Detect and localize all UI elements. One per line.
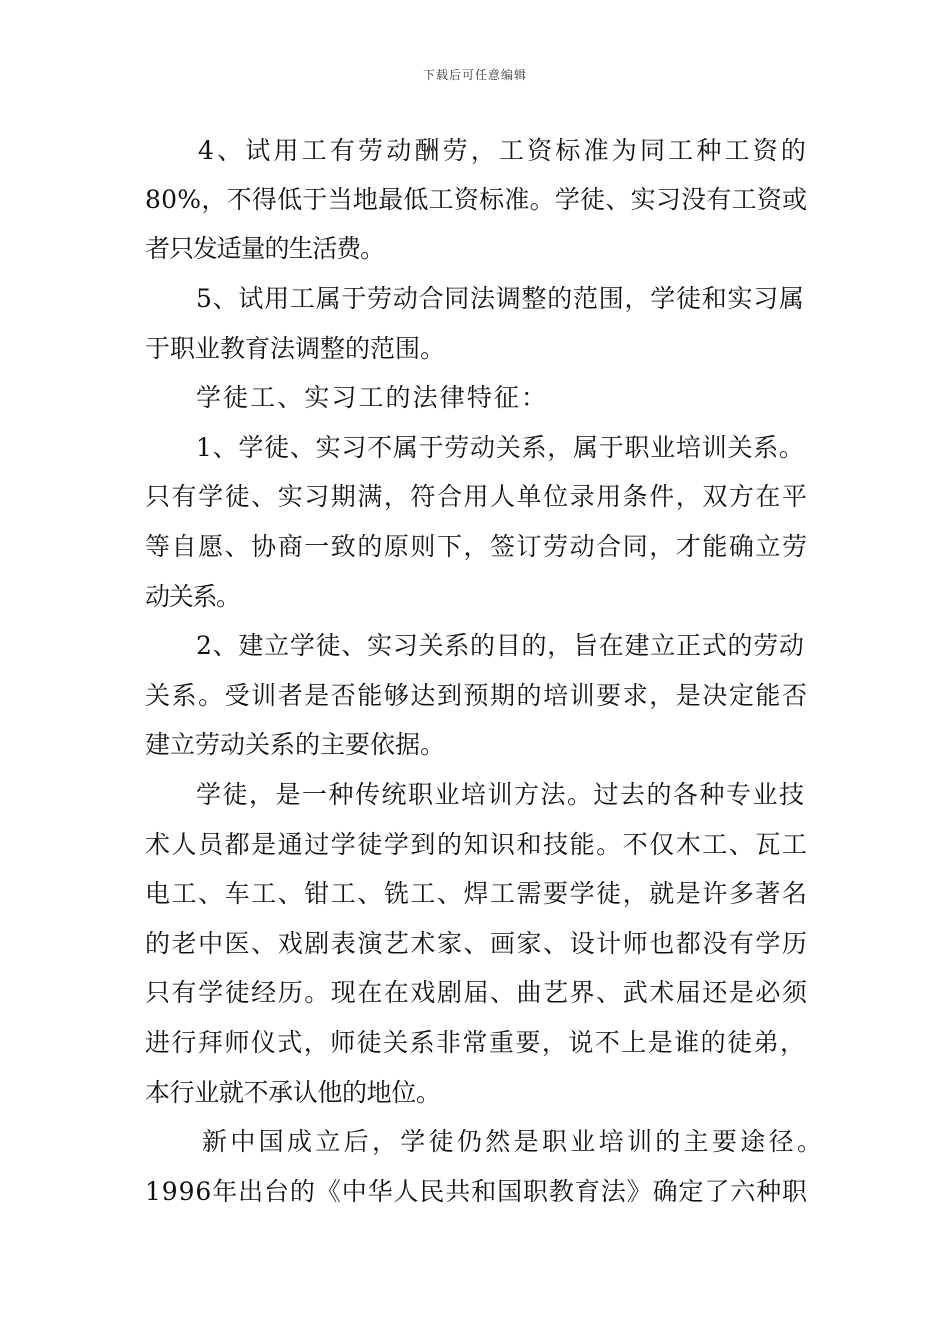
text-line: 只有学徒经历。现在在戏剧届、曲艺界、武术届还是必须 (145, 978, 809, 1007)
text-line: 5、试用工属于劳动合同法调整的范围，学徒和实习属 (196, 284, 805, 313)
text-line: 的老中医、戏剧表演艺术家、画家、设计师也都没有学历 (145, 929, 809, 958)
text-line: 学徒工、实习工的法律特征： (196, 383, 549, 412)
text-line: 术人员都是通过学徒学到的知识和技能。不仅木工、瓦工 (145, 830, 809, 859)
text-line: 进行拜师仪式，师徒关系非常重要，说不上是谁的徒弟， (145, 1028, 807, 1057)
text-line: 本行业就不承认他的地位。 (145, 1078, 441, 1107)
text-line: 建立劳动关系的主要依据。 (145, 730, 446, 759)
text-line: 1996年出台的《中华人民共和国职教育法》确定了六种职 (145, 1177, 808, 1206)
text-line: 4、试用工有劳动酬劳，工资标准为同工种工资的 (198, 136, 810, 165)
text-line: 动关系。 (145, 582, 240, 611)
text-line: 2、建立学徒、实习关系的目的，旨在建立正式的劳动 (196, 631, 805, 660)
text-line: 于职业教育法调整的范围。 (145, 334, 446, 363)
text-line: 电工、车工、钳工、铣工、焊工需要学徒，就是许多著名 (145, 879, 809, 908)
text-line: 只有学徒、实习期满，符合用人单位录用条件，双方在平 (145, 482, 809, 511)
page-header: 下载后可任意编辑 (422, 68, 527, 82)
text-line: 等自愿、协商一致的原则下，签订劳动合同，才能确立劳 (145, 532, 809, 561)
text-line: 者只发适量的生活费。 (145, 234, 384, 263)
text-line: 关系。受训者是否能够达到预期的培训要求，是决定能否 (145, 681, 809, 710)
text-line: 新中国成立后，学徒仍然是职业培训的主要途径。 (202, 1127, 826, 1156)
text-line: 80%，不得低于当地最低工资标准。学徒、实习没有工资或 (145, 185, 808, 214)
text-line: 学徒，是一种传统职业培训方法。过去的各种专业技 (196, 780, 806, 809)
text-line: 1、学徒、实习不属于劳动关系，属于职业培训关系。 (196, 433, 805, 462)
